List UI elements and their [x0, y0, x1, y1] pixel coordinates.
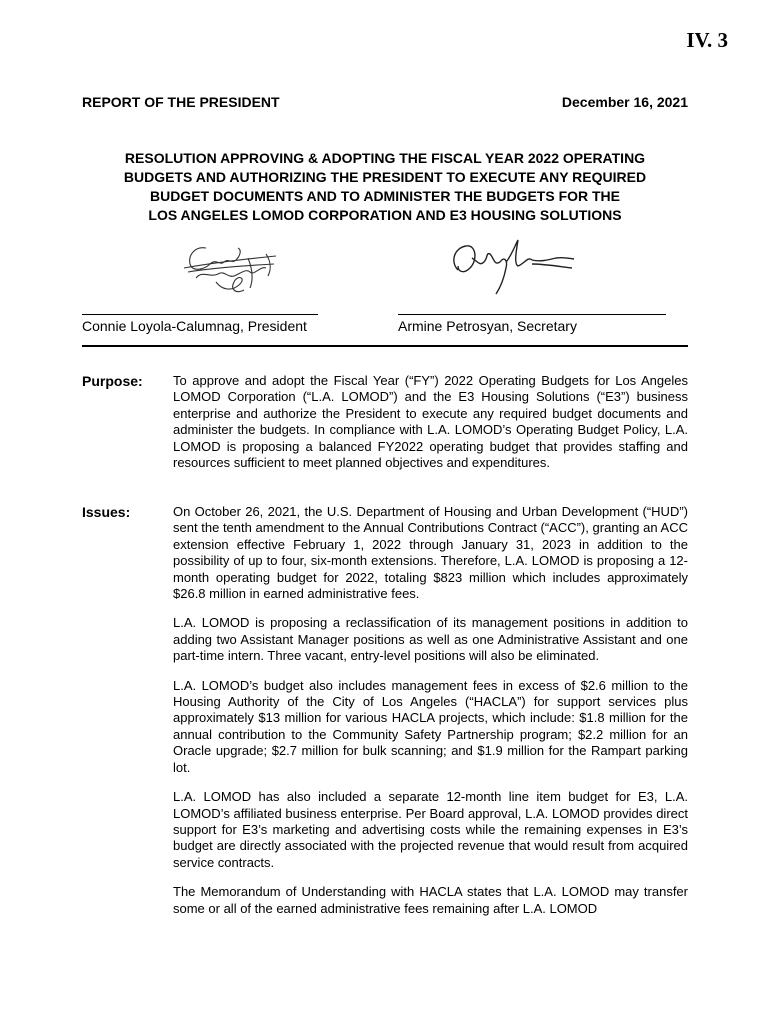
title-line: BUDGET DOCUMENTS AND TO ADMINISTER THE BUDGETS FOR THE — [149, 188, 621, 204]
title-line: LOS ANGELES LOMOD CORPORATION AND E3 HOUSING SOLUTIONS — [148, 207, 622, 223]
purpose-section — [82, 373, 688, 484]
issues-section — [82, 504, 688, 930]
issues-paragraph: L.A. LOMOD is proposing a reclassification of its management positions in addition to adding two Assistant Manager positions as well as one Administrative Assistant and one part-time intern. Three vacant, entry-level positions will also be eliminated. — [173, 615, 688, 664]
title-line: RESOLUTION APPROVING & ADOPTING THE FISCAL YEAR 2022 OPERATING — [124, 150, 646, 166]
president-signature-line — [82, 314, 318, 315]
header-divider — [82, 345, 688, 347]
secretary-signature-line — [398, 314, 666, 315]
secretary-name: Armine Petrosyan, Secretary — [398, 318, 577, 334]
issues-label: Issues: — [82, 504, 131, 520]
title-line: BUDGETS AND AUTHORIZING THE PRESIDENT TO EXECUTE ANY REQUIRED — [123, 169, 647, 185]
secretary-signature — [444, 236, 576, 296]
purpose-label: Purpose: — [82, 373, 143, 389]
resolution-title — [82, 149, 688, 225]
page-number: IV. 3 — [686, 28, 728, 52]
president-name: Connie Loyola-Calumnag, President — [82, 318, 307, 334]
report-date: December 16, 2021 — [561, 94, 688, 110]
issues-paragraph: The Memorandum of Understanding with HACLA states that L.A. LOMOD may transfer some or all of the earned administrative fees remaining after L.A. LOMOD — [173, 884, 688, 916]
report-label: REPORT OF THE PRESIDENT — [82, 94, 280, 110]
issues-paragraph: On October 26, 2021, the U.S. Department of Housing and Urban Development (“HUD”) sent the tenth amendment to the Annual Contributions Contract (“ACC”), granting an ACC extension effective February 1, 2022 through January 31, 2023 in addition to the possibility of up to four, six-month extensions. Therefore, L.A. LOMOD is proposing a 12-month operating budget for 2022, totaling $823 million which includes approximately $26.8 million in earned administrative fees. — [173, 504, 688, 602]
president-signature — [176, 238, 286, 296]
issues-paragraph: L.A. LOMOD has also included a separate 12-month line item budget for E3, L.A. LOMOD’s affiliated business enterprise. Per Board approval, L.A. LOMOD provides direct support for E3’s marketing and advertising costs while the remaining expenses in E3’s budget are directly associated with the projected revenue that would result from acquired service contracts. — [173, 789, 688, 870]
purpose-text: To approve and adopt the Fiscal Year (“FY”) 2022 Operating Budgets for Los Angeles LOMOD Corporation (“L.A. LOMOD”) and the E3 Housing Solutions (“E3”) business enterprise and authorize the President to execute any required budget documents and administer the budgets. In compliance with L.A. LOMOD’s Operating Budget Policy, L.A. LOMOD is proposing a balanced FY2022 operating budget that provides staffing and resources sufficient to meet planned objectives and expenditures. — [173, 373, 688, 471]
report-header — [82, 94, 688, 110]
issues-paragraph: L.A. LOMOD’s budget also includes management fees in excess of $2.6 million to the Housing Authority of the City of Los Angeles (“HACLA”) for support services plus approximately $13 million for various HACLA projects, which include: $1.8 million for the annual contribution to the Community Safety Partnership program; $2.2 million for an Oracle upgrade; $2.7 million for bulk scanning; and $1.9 million for the Rampart parking lot. — [173, 677, 688, 775]
